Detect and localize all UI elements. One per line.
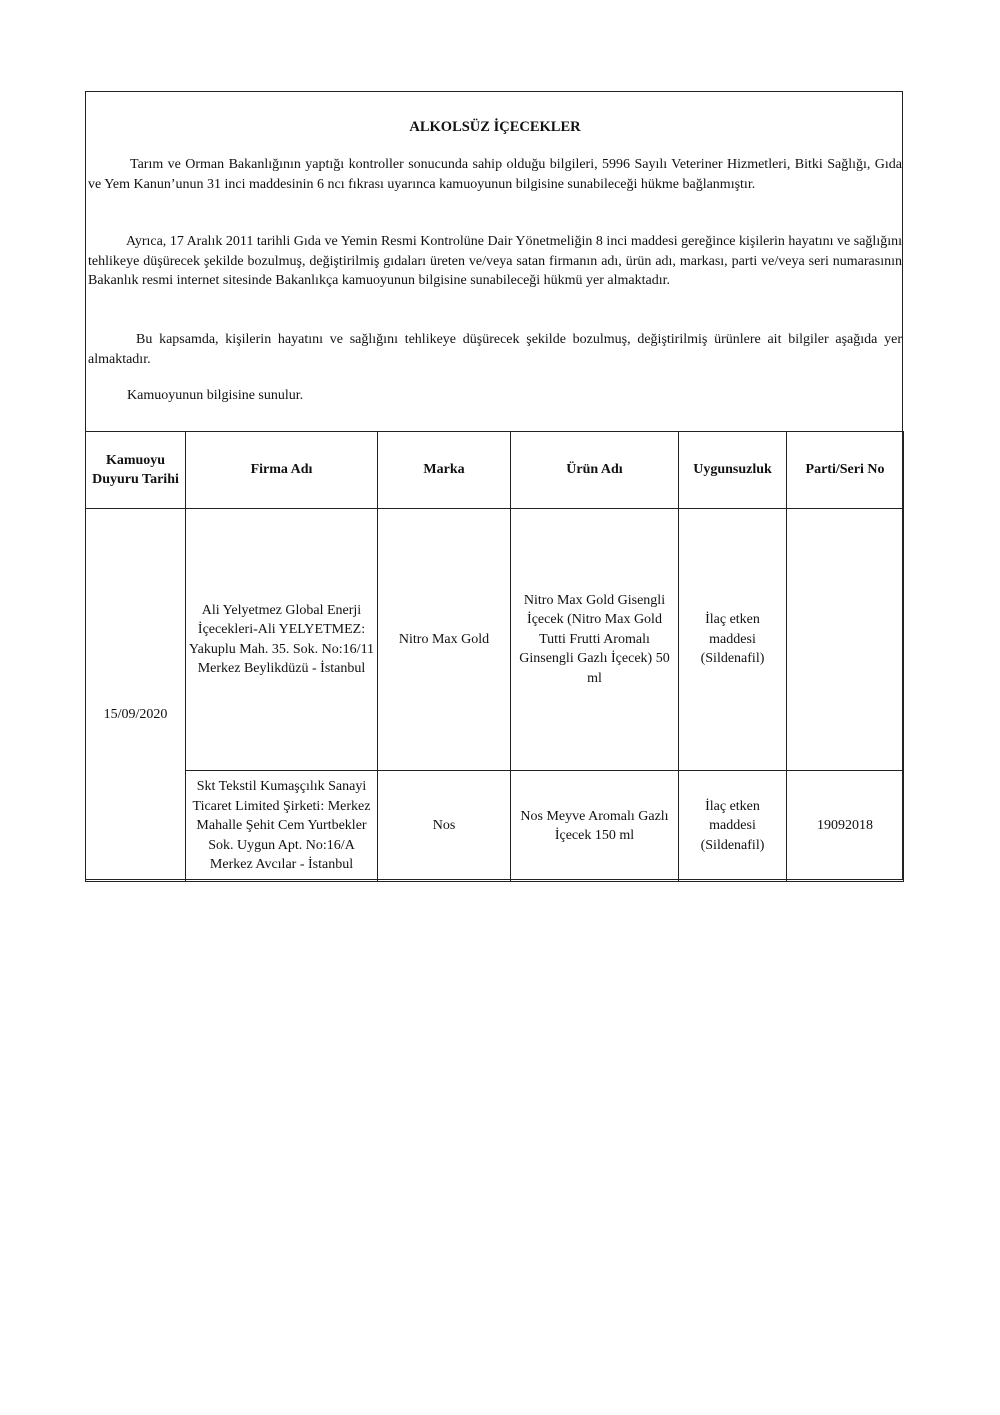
header-urun: Ürün Adı: [511, 432, 679, 509]
urun-cell: Nitro Max Gold Gisengli İçecek (Nitro Max Gold Tutti Frutti Aromalı Ginsengli Gazlı İçecek) 50 ml: [511, 509, 679, 771]
announcement-date: 15/09/2020: [86, 509, 186, 882]
parti-cell: 19092018: [787, 771, 904, 882]
marka-cell: Nos: [378, 771, 511, 882]
firma-cell: Skt Tekstil Kumaşçılık Sanayi Ticaret Limited Şirketi: Merkez Mahalle Şehit Cem Yurtbekler Sok. Uygun Apt. No:16/A Merkez Avcılar - İstanbul: [186, 771, 378, 882]
urun-cell: Nos Meyve Aromalı Gazlı İçecek 150 ml: [511, 771, 679, 882]
paragraph-3: Bu kapsamda, kişilerin hayatını ve sağlığını tehlikeye düşürecek şekilde bozulmuş, değiştirilmiş ürünlere ait bilgiler aşağıda yer almaktadır.: [88, 332, 902, 367]
header-uygunsuzluk: Uygunsuzluk: [679, 432, 787, 509]
parti-cell: [787, 509, 904, 771]
paragraph-4: Kamuoyunun bilgisine sunulur.: [127, 388, 304, 403]
header-marka: Marka: [378, 432, 511, 509]
table-row: [86, 771, 904, 882]
intro-section: [86, 92, 904, 432]
paragraph-2: Ayrıca, 17 Aralık 2011 tarihli Gıda ve Yemin Resmi Kontrolüne Dair Yönetmeliğin 8 inci maddesi gereğince kişilerin hayatını ve sağlığını tehlikeye düşürecek şekilde bozulmuş, değiştirilmiş gıdaları üreten ve/veya satan firmanın adı, ürün adı, markası, parti ve/veya seri numarasının Bakanlık resmi internet sitesinde Bakanlıkça kamuoyunun bilgisine sunabileceği hükmü yer almaktadır.: [88, 234, 902, 288]
document-frame: [85, 91, 903, 880]
table-header-row: [86, 432, 904, 509]
marka-cell: Nitro Max Gold: [378, 509, 511, 771]
header-parti: Parti/Seri No: [787, 432, 904, 509]
paragraph-1: Tarım ve Orman Bakanlığının yaptığı kontroller sonucunda sahip olduğu bilgileri, 5996 Sayılı Veteriner Hizmetleri, Bitki Sağlığı, Gıda ve Yem Kanun’unun 31 inci maddesinin 6 ncı fıkrası uyarınca kamuoyunun bilgisine sunabileceği hükme bağlanmıştır.: [88, 157, 902, 192]
header-date: Kamuoyu Duyuru Tarihi: [86, 432, 186, 509]
header-firma: Firma Adı: [186, 432, 378, 509]
uygunsuzluk-cell: İlaç etken maddesi (Sildenafil): [679, 509, 787, 771]
firma-cell: Ali Yelyetmez Global Enerji İçecekleri-Ali YELYETMEZ: Yakuplu Mah. 35. Sok. No:16/11 Merkez Beylikdüzü - İstanbul: [186, 509, 378, 771]
document-title: ALKOLSÜZ İÇECEKLER: [409, 119, 581, 135]
recall-table: [85, 431, 904, 882]
table-row: [86, 509, 904, 771]
uygunsuzluk-cell: İlaç etken maddesi (Sildenafil): [679, 771, 787, 882]
